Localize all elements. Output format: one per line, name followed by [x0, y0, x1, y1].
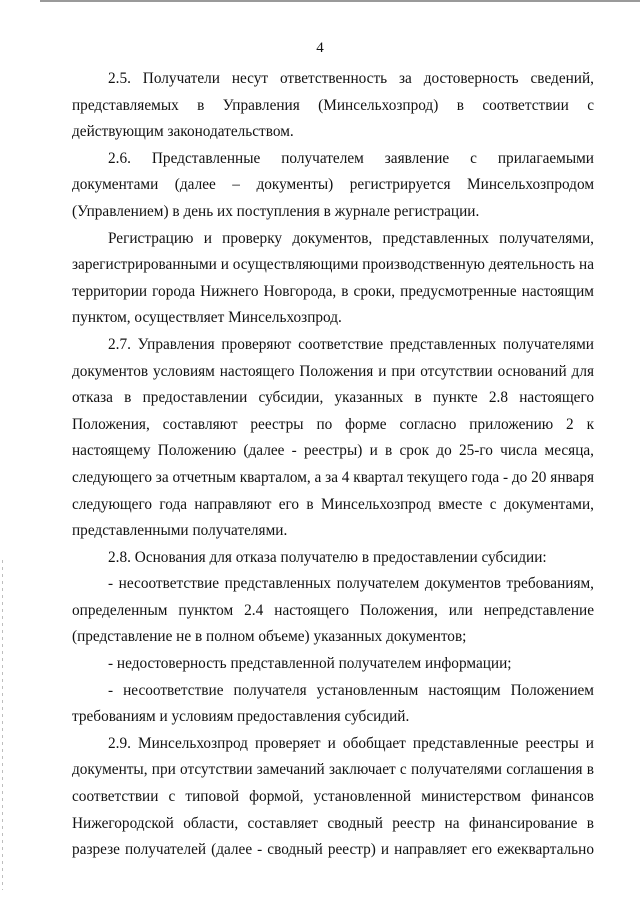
page-number: 4: [316, 40, 324, 56]
text-line: Регистрацию и проверку документов, представленных получателями,: [108, 229, 594, 247]
text-line: 2.6. Представленные получателем заявление с прилагаемыми: [108, 149, 594, 167]
text-line: документы, при отсутствии замечаний заключает с получателями соглашения в: [72, 761, 594, 779]
text-line: - недостоверность представленной получателем информации;: [108, 655, 512, 673]
document-body: [72, 66, 594, 864]
text-line: следующего за отчетным кварталом, а за 4 квартал текущего года - до 20 января: [72, 468, 594, 486]
text-line: следующего года направляют его в Минсельхозпрод вместе с документами,: [72, 495, 594, 513]
scan-left-edge: [2, 560, 3, 890]
text-line: действующим законодательством.: [72, 123, 294, 141]
paragraph: [72, 226, 594, 332]
text-line: 2.9. Минсельхозпрод проверяет и обобщает представленные реестры и: [108, 734, 594, 752]
text-line: соответствии с типовой формой, установленной министерством финансов: [72, 788, 594, 806]
text-line: представленными получателями.: [72, 522, 288, 540]
text-line: пунктом, осуществляет Минсельхозпрод.: [72, 309, 342, 327]
text-line: представляемых в Управления (Минсельхозпрод) в соответствии с: [72, 96, 594, 114]
paragraph: [72, 146, 594, 226]
paragraph: [72, 545, 594, 572]
paragraph: [72, 571, 594, 651]
text-line: - несоответствие получателя установленным настоящим Положением: [108, 681, 594, 699]
text-line: 2.5. Получатели несут ответственность за достоверность сведений,: [108, 70, 594, 87]
text-line: документами (далее – документы) регистрируется Минсельхозпродом: [72, 176, 594, 194]
text-line: - несоответствие представленных получателем документов требованиям,: [108, 575, 594, 593]
text-line: разрезе получателей (далее - сводный реестр) и направляет его ежеквартально: [72, 841, 594, 859]
text-line: настоящему Положению (далее - реестры) и в срок до 25-го числа месяца,: [72, 442, 594, 460]
text-line: документов условиям настоящего Положения и при отсутствии оснований для: [72, 362, 594, 380]
text-line: Положения, составляют реестры по форме согласно приложению 2 к: [72, 415, 594, 433]
text-line: 2.8. Основания для отказа получателю в предоставлении субсидии:: [108, 548, 547, 566]
text-line: определенным пунктом 2.4 настоящего Положения, или непредставление: [72, 601, 594, 619]
paragraph: [72, 332, 594, 545]
text-line: Нижегородской области, составляет сводный реестр на финансирование в: [72, 814, 594, 832]
text-line: зарегистрированными и осуществляющими производственную деятельность на: [72, 256, 594, 274]
paragraph: [72, 651, 594, 678]
text-line: территории города Нижнего Новгорода, в сроки, предусмотренные настоящим: [72, 282, 594, 300]
text-line: (представление не в полном объеме) указанных документов;: [72, 628, 467, 646]
paragraph: [72, 731, 594, 864]
scan-top-edge: [40, 0, 640, 2]
text-line: (Управлением) в день их поступления в журнале регистрации.: [72, 202, 480, 220]
paragraph: [72, 678, 594, 731]
paragraph: [72, 66, 594, 146]
text-line: 2.7. Управления проверяют соответствие представленных получателями: [108, 335, 594, 353]
text-line: отказа в предоставлении субсидии, указанных в пункте 2.8 настоящего: [72, 389, 594, 407]
text-line: требованиям и условиям предоставления субсидий.: [72, 708, 410, 726]
